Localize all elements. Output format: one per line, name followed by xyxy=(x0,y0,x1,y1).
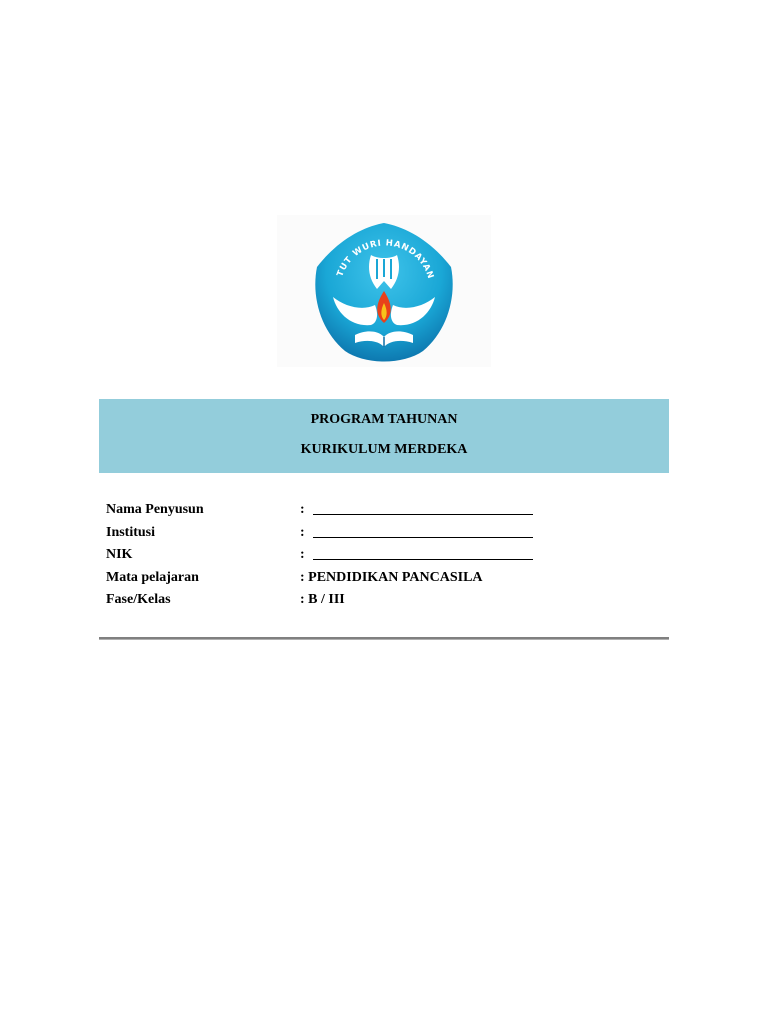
field-value: : B / III xyxy=(300,592,345,608)
tut-wuri-handayani-logo xyxy=(311,219,457,365)
field-mata-pelajaran xyxy=(106,570,666,593)
field-nik xyxy=(106,547,666,570)
field-fase-kelas xyxy=(106,592,666,615)
title-kurikulum-merdeka: KURIKULUM MERDEKA xyxy=(300,442,468,457)
field-colon: : xyxy=(300,524,305,540)
field-blank-line[interactable] xyxy=(313,514,533,515)
field-label: Mata pelajaran xyxy=(106,569,199,585)
field-institusi xyxy=(106,525,666,548)
field-label: NIK xyxy=(106,547,133,563)
bottom-divider xyxy=(99,637,669,640)
field-blank-line[interactable] xyxy=(313,559,533,560)
field-label: Nama Penyusun xyxy=(106,502,204,517)
field-colon: : xyxy=(300,502,305,517)
logo-container xyxy=(277,215,491,367)
logo-motto: TUT WURI HANDAYAN xyxy=(335,238,436,281)
field-nama-penyusun xyxy=(106,502,666,525)
field-label: Fase/Kelas xyxy=(106,592,171,608)
field-blank-line[interactable] xyxy=(313,537,533,538)
identity-fields xyxy=(106,502,666,615)
title-program-tahunan: PROGRAM TAHUNAN xyxy=(310,412,458,427)
field-value: : PENDIDIKAN PANCASILA xyxy=(300,569,483,585)
field-colon: : xyxy=(300,547,305,563)
field-label: Institusi xyxy=(106,524,156,540)
title-banner xyxy=(99,399,669,473)
